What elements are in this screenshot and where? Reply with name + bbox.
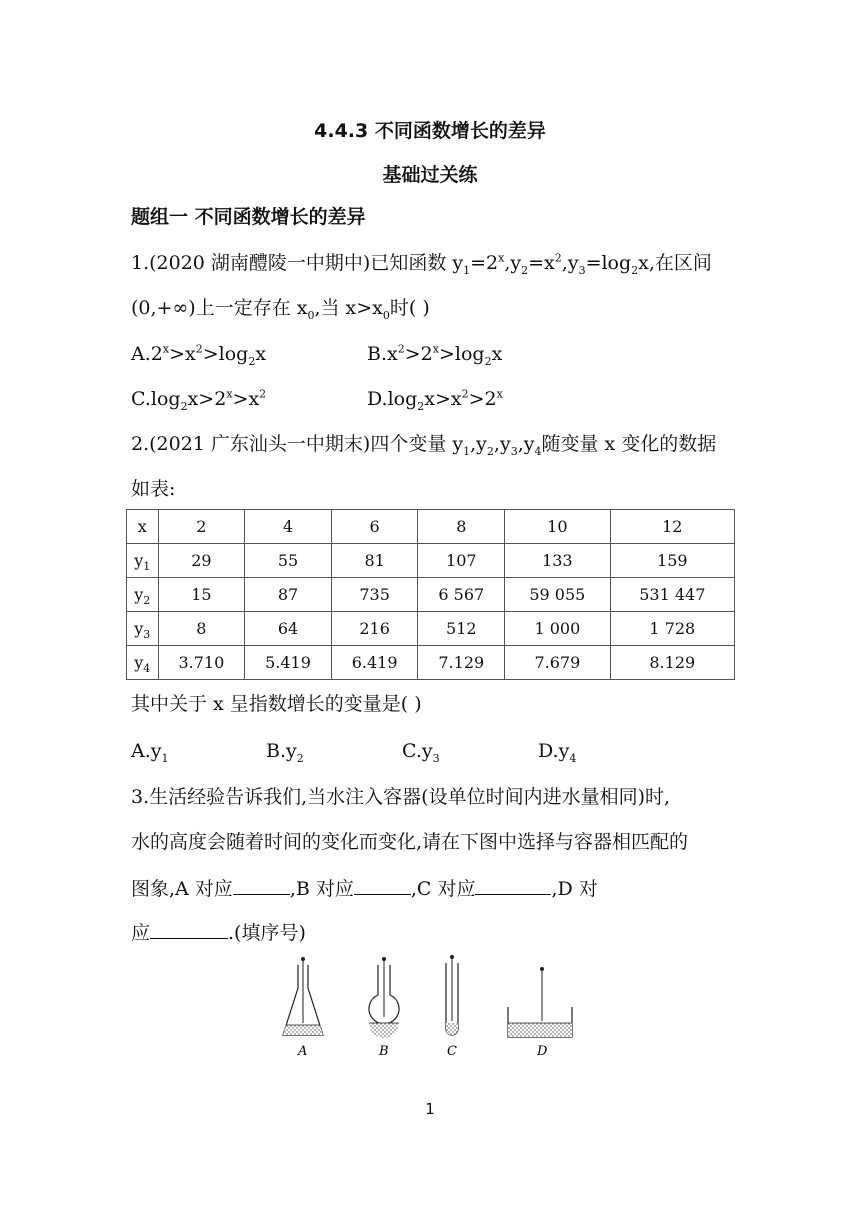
label-d: D — [537, 1044, 548, 1059]
table-cell: 55 — [245, 544, 332, 578]
table-cell: 8 — [418, 510, 505, 544]
table-cell: 6.419 — [331, 646, 418, 680]
q1-stem-line1: 1.(2020 湖南醴陵一中期中)已知函数 $y_1=2^x,y_2=x^2,y_3=\log_2x$,在区间 — [131, 251, 712, 277]
section-subtitle: 基础过关练 — [382, 164, 478, 186]
table-cell: 64 — [245, 612, 332, 646]
q2-stem-line1: 2.(2021 广东汕头一中期末)四个变量 $y_1,y_2,y_3,y_4$随变量 x 变化的数据 — [131, 433, 717, 458]
answer-blank-a[interactable] — [233, 876, 290, 895]
answer-blank-b[interactable] — [354, 876, 411, 895]
answer-blank-c[interactable] — [475, 876, 551, 895]
table-cell: 1 000 — [505, 612, 610, 646]
table-row — [127, 544, 735, 578]
q3-stem-line4: 应 .(填序号) — [131, 922, 306, 944]
page-number: 1 — [425, 1100, 435, 1118]
table-cell: 29 — [158, 544, 245, 578]
table-cell: 7.679 — [505, 646, 610, 680]
q1-option-a[interactable]: $A.2^x>x^2>\log_2x$ — [131, 342, 267, 368]
q3-stem-line1: 3.生活经验告诉我们,当水注入容器(设单位时间内进水量相同)时, — [131, 786, 671, 808]
table-cell: 3.710 — [158, 646, 245, 680]
conical-flask — [283, 957, 323, 1059]
round-flask — [368, 957, 400, 1059]
table-cell: 12 — [610, 510, 734, 544]
group-heading: 题组一 不同函数增长的差异 — [131, 206, 366, 228]
table-cell: 8.129 — [610, 646, 734, 680]
table-cell: 531 447 — [610, 578, 734, 612]
data-table — [126, 509, 735, 680]
table-cell: 159 — [610, 544, 734, 578]
table-cell: 133 — [505, 544, 610, 578]
page-title: 4.4.3 不同函数增长的差异 — [314, 120, 546, 142]
table-cell: 735 — [331, 578, 418, 612]
answer-blank-d[interactable] — [150, 920, 228, 939]
containers-figure — [280, 955, 580, 1065]
q3-stem-line2: 水的高度会随着时间的变化而变化,请在下图中选择与容器相匹配的 — [131, 831, 689, 853]
q2-stem-line2: 如表: — [131, 478, 176, 500]
table-cell: 216 — [331, 612, 418, 646]
table-cell: 2 — [158, 510, 245, 544]
table-cell: 6 — [331, 510, 418, 544]
label-a: A — [298, 1044, 308, 1059]
table-cell: 6 567 — [418, 578, 505, 612]
table-header-row — [127, 510, 735, 544]
table-cell: 512 — [418, 612, 505, 646]
q3-stem-line3: 图象,A 对应 ,B 对应 ,C 对应 ,D 对 — [131, 878, 598, 900]
row-label: $y_2$ — [127, 578, 159, 612]
q2-option-b[interactable]: $B.y_2$ — [266, 740, 304, 765]
q2-option-d[interactable]: $D.y_4$ — [538, 740, 577, 765]
table-row — [127, 646, 735, 680]
q1-option-b[interactable]: $B.x^2>2^x>\log_2x$ — [367, 342, 503, 368]
table-cell: 81 — [331, 544, 418, 578]
table-cell: 107 — [418, 544, 505, 578]
table-cell: 5.419 — [245, 646, 332, 680]
q2-option-a[interactable]: $A.y_1$ — [131, 740, 169, 765]
row-label: $y_4$ — [127, 646, 159, 680]
q1-option-d[interactable]: $D.\log_2x>x^2>2^x$ — [367, 387, 503, 413]
label-b: B — [379, 1044, 389, 1059]
table-cell: x — [127, 510, 159, 544]
q2-question: 其中关于 x 呈指数增长的变量是( ) — [131, 693, 422, 715]
label-c: C — [447, 1044, 457, 1059]
wide-beaker — [508, 967, 572, 1059]
table-cell: 87 — [245, 578, 332, 612]
q1-stem-line2: (0,+∞)上一定存在 $x_0$,当 $x>x_0$时( ) — [131, 297, 430, 322]
table-cell: 15 — [158, 578, 245, 612]
table-cell: 10 — [505, 510, 610, 544]
table-row — [127, 578, 735, 612]
table-cell: 7.129 — [418, 646, 505, 680]
q2-option-c[interactable]: $C.y_3$ — [402, 740, 440, 765]
q1-option-c[interactable]: $C.\log_2x>2^x>x^2$ — [131, 387, 267, 413]
table-cell: 8 — [158, 612, 245, 646]
table-cell: 59 055 — [505, 578, 610, 612]
row-label: $y_3$ — [127, 612, 159, 646]
row-label: $y_1$ — [127, 544, 159, 578]
table-cell: 4 — [245, 510, 332, 544]
table-cell: 1 728 — [610, 612, 734, 646]
table-row — [127, 612, 735, 646]
test-tube — [446, 955, 458, 1059]
